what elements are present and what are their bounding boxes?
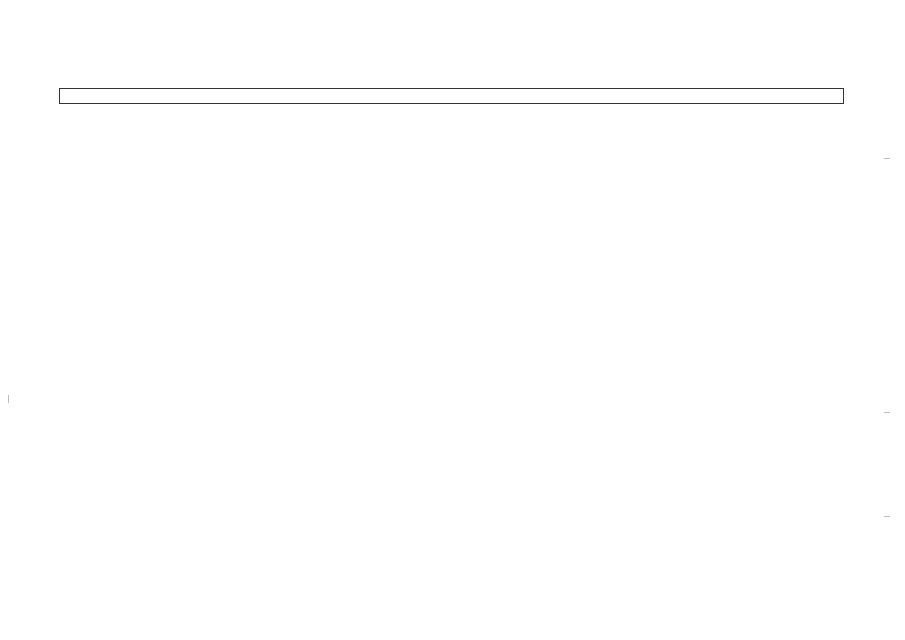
scan-mark <box>884 516 890 517</box>
scan-mark <box>884 412 890 413</box>
scan-mark <box>884 158 890 159</box>
scan-mark <box>8 395 9 403</box>
table-header <box>59 88 844 104</box>
